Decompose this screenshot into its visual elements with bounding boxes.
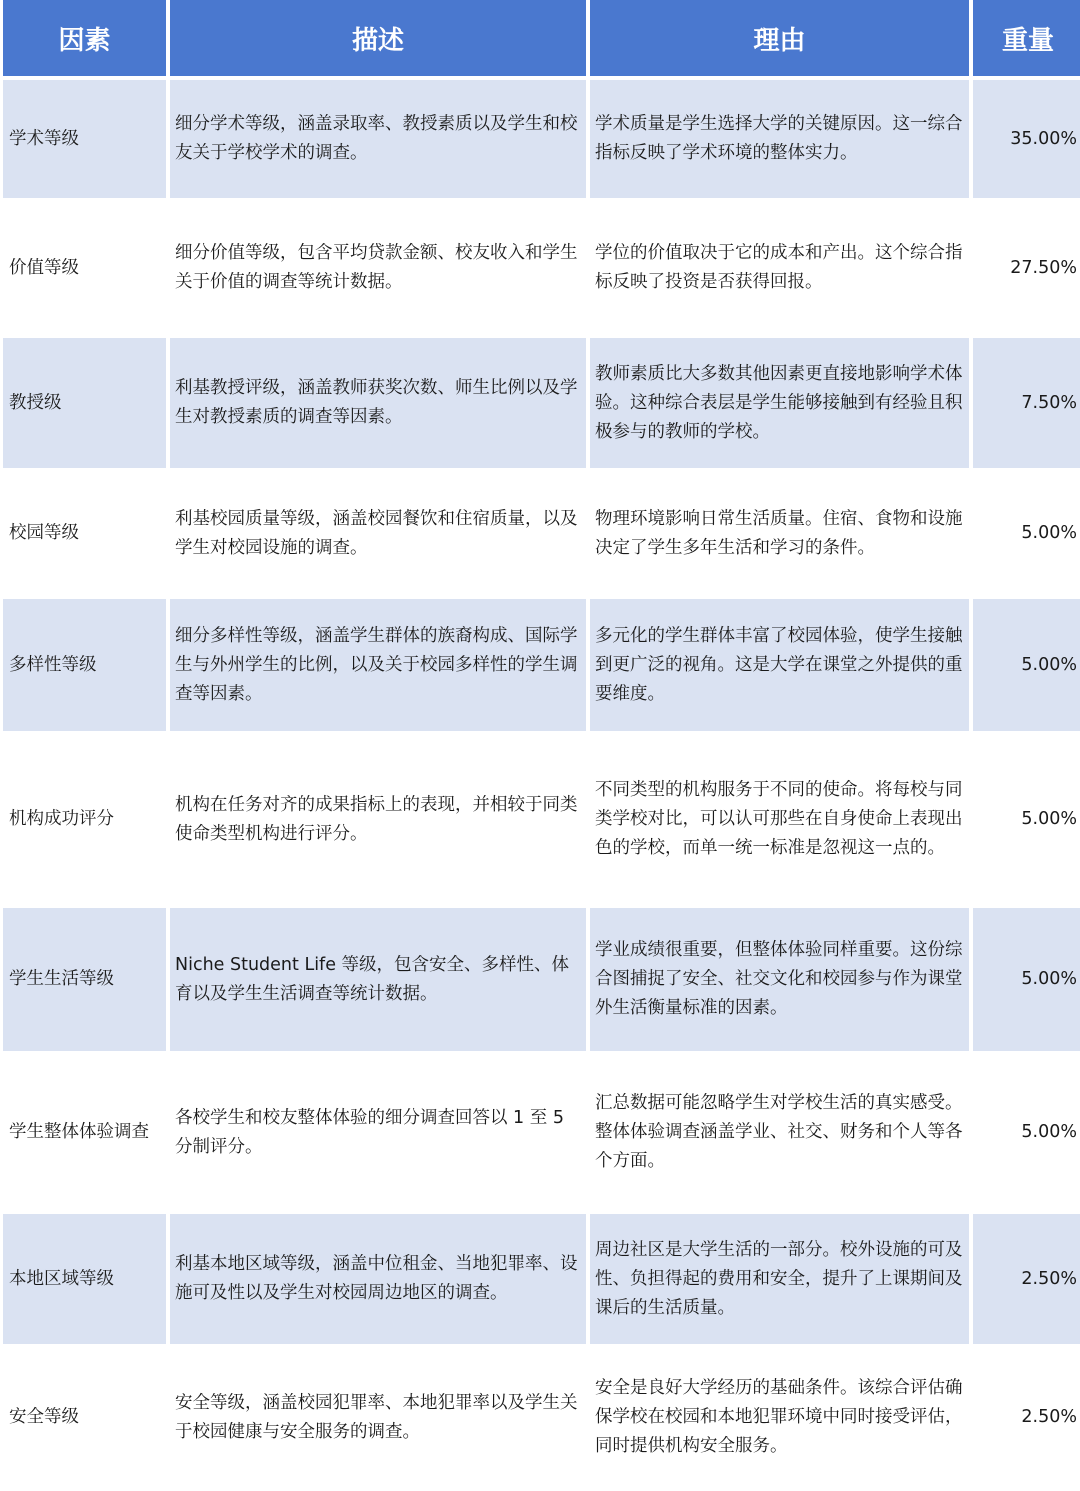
factor-cell: 价值等级	[3, 202, 166, 338]
table-row	[3, 80, 1080, 202]
factor-cell: 多样性等级	[3, 599, 166, 735]
header-reason: 理由	[590, 0, 969, 80]
weight-cell: 27.50%	[973, 202, 1080, 338]
header-factor: 因素	[3, 0, 166, 80]
weight-cell: 2.50%	[973, 1214, 1080, 1348]
weight-cell: 5.00%	[973, 735, 1080, 908]
weight-cell: 5.00%	[973, 1055, 1080, 1214]
reason-cell: 学业成绩很重要，但整体体验同样重要。这份综合图捕捉了安全、社交文化和校园参与作为课堂外生活衡量标准的因素。	[590, 908, 969, 1055]
weight-cell: 7.50%	[973, 338, 1080, 472]
table-row	[3, 1214, 1080, 1348]
description-cell: 机构在任务对齐的成果指标上的表现，并相较于同类使命类型机构进行评分。	[170, 735, 586, 908]
description-cell: 细分多样性等级，涵盖学生群体的族裔构成、国际学生与外州学生的比例，以及关于校园多样性的学生调查等因素。	[170, 599, 586, 735]
table-row	[3, 202, 1080, 338]
header-description: 描述	[170, 0, 586, 80]
description-cell: 利基本地区域等级，涵盖中位租金、当地犯罪率、设施可及性以及学生对校园周边地区的调查。	[170, 1214, 586, 1348]
reason-cell: 学位的价值取决于它的成本和产出。这个综合指标反映了投资是否获得回报。	[590, 202, 969, 338]
table-row	[3, 1055, 1080, 1214]
description-cell: 安全等级，涵盖校园犯罪率、本地犯罪率以及学生关于校园健康与安全服务的调查。	[170, 1348, 586, 1491]
description-cell: 细分学术等级，涵盖录取率、教授素质以及学生和校友关于学校学术的调查。	[170, 80, 586, 202]
reason-cell: 不同类型的机构服务于不同的使命。将每校与同类学校对比，可以认可那些在自身使命上表现出色的学校，而单一统一标准是忽视这一点的。	[590, 735, 969, 908]
header-row	[3, 0, 1080, 80]
reason-cell: 教师素质比大多数其他因素更直接地影响学术体验。这种综合表层是学生能够接触到有经验且积极参与的教师的学校。	[590, 338, 969, 472]
weight-cell: 5.00%	[973, 908, 1080, 1055]
factor-cell: 本地区域等级	[3, 1214, 166, 1348]
factor-cell: 学生整体体验调查	[3, 1055, 166, 1214]
reason-cell: 汇总数据可能忽略学生对学校生活的真实感受。整体体验调查涵盖学业、社交、财务和个人等各个方面。	[590, 1055, 969, 1214]
weight-cell: 5.00%	[973, 599, 1080, 735]
reason-cell: 多元化的学生群体丰富了校园体验，使学生接触到更广泛的视角。这是大学在课堂之外提供的重要维度。	[590, 599, 969, 735]
table-row	[3, 735, 1080, 908]
factor-cell: 机构成功评分	[3, 735, 166, 908]
description-cell: 细分价值等级，包含平均贷款金额、校友收入和学生关于价值的调查等统计数据。	[170, 202, 586, 338]
table-row	[3, 338, 1080, 472]
reason-cell: 物理环境影响日常生活质量。住宿、食物和设施决定了学生多年生活和学习的条件。	[590, 472, 969, 599]
factor-cell: 教授级	[3, 338, 166, 472]
factor-cell: 学术等级	[3, 80, 166, 202]
weight-cell: 2.50%	[973, 1348, 1080, 1491]
reason-cell: 学术质量是学生选择大学的关键原因。这一综合指标反映了学术环境的整体实力。	[590, 80, 969, 202]
weight-cell: 35.00%	[973, 80, 1080, 202]
header-weight: 重量	[973, 0, 1080, 80]
description-cell: 利基校园质量等级，涵盖校园餐饮和住宿质量，以及学生对校园设施的调查。	[170, 472, 586, 599]
description-cell: Niche Student Life 等级，包含安全、多样性、体育以及学生生活调查等统计数据。	[170, 908, 586, 1055]
description-cell: 利基教授评级，涵盖教师获奖次数、师生比例以及学生对教授素质的调查等因素。	[170, 338, 586, 472]
reason-cell: 安全是良好大学经历的基础条件。该综合评估确保学校在校园和本地犯罪环境中同时接受评估，同时提供机构安全服务。	[590, 1348, 969, 1491]
table-row	[3, 1348, 1080, 1491]
weight-cell: 5.00%	[973, 472, 1080, 599]
table-row	[3, 599, 1080, 735]
factor-cell: 校园等级	[3, 472, 166, 599]
table-row	[3, 472, 1080, 599]
factor-cell: 学生生活等级	[3, 908, 166, 1055]
description-cell: 各校学生和校友整体体验的细分调查回答以 1 至 5 分制评分。	[170, 1055, 586, 1214]
reason-cell: 周边社区是大学生活的一部分。校外设施的可及性、负担得起的费用和安全，提升了上课期间及课后的生活质量。	[590, 1214, 969, 1348]
table-row	[3, 908, 1080, 1055]
factor-cell: 安全等级	[3, 1348, 166, 1491]
